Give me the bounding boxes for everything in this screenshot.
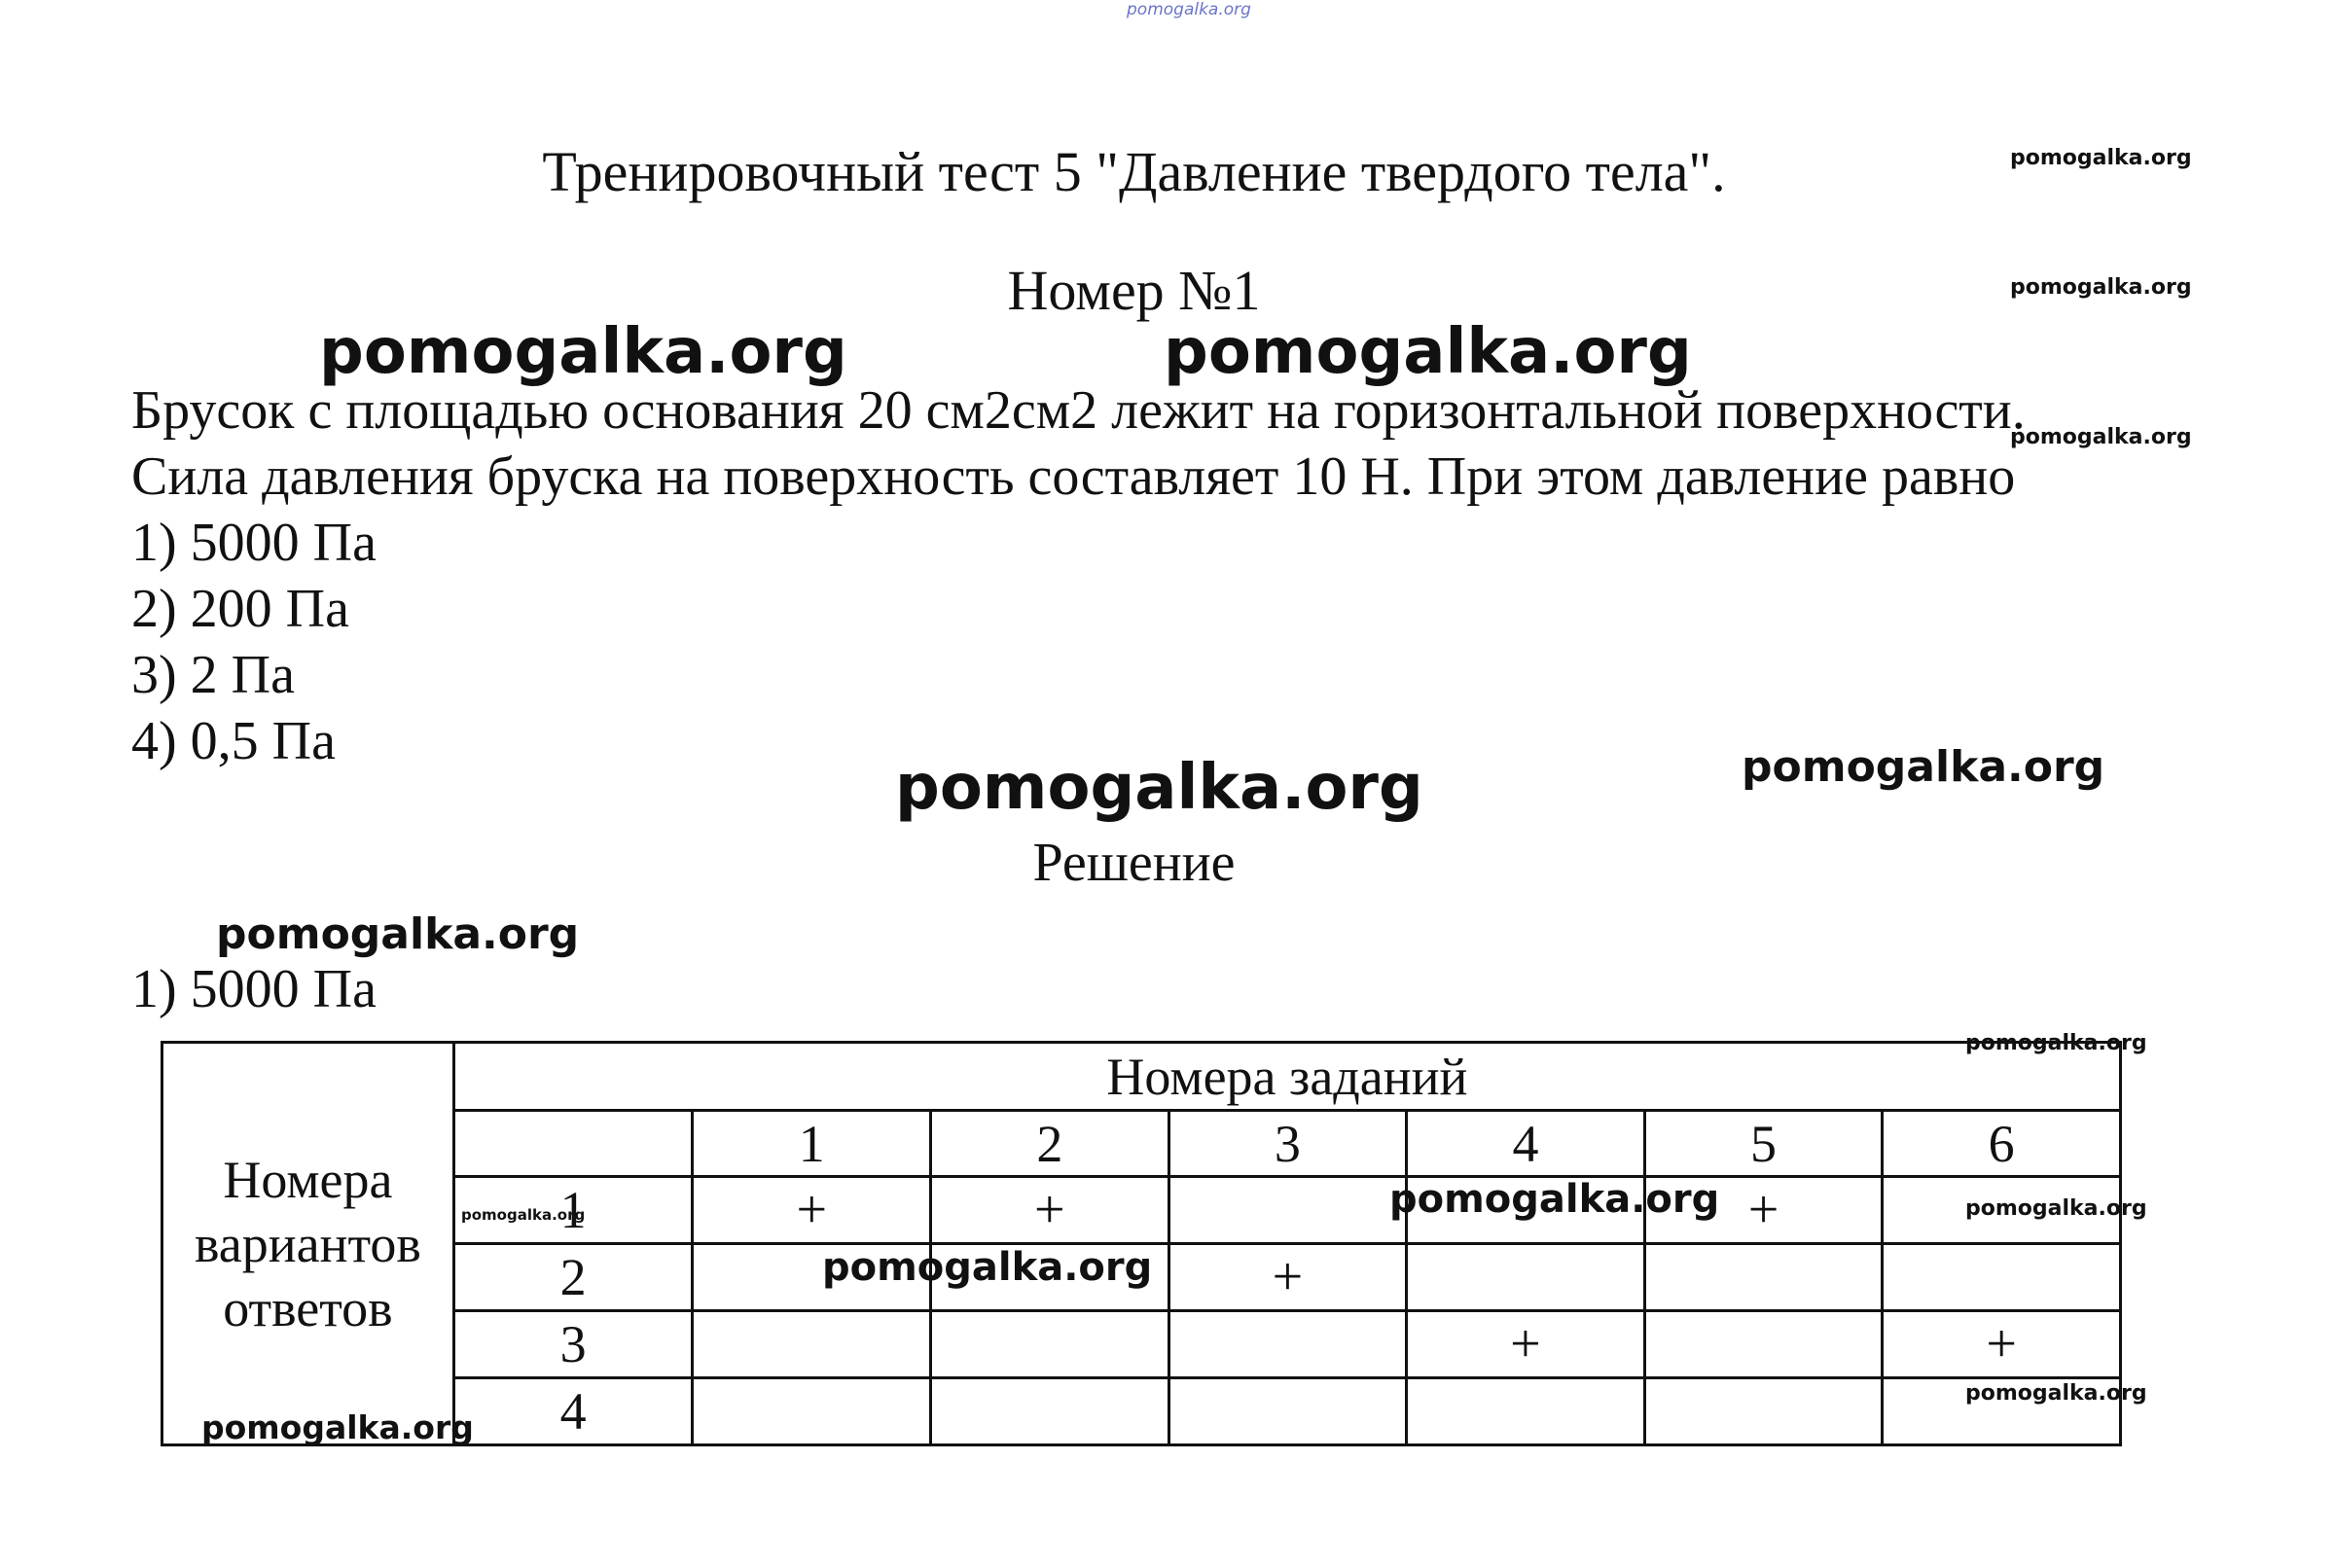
- answer-cell: [1644, 1311, 1883, 1378]
- tasks-header-cell: Номера заданий: [453, 1043, 2120, 1111]
- watermark: pomogalka.org: [461, 1206, 586, 1224]
- watermark: pomogalka.org: [1742, 742, 2105, 792]
- variant-number-cell: 4: [453, 1378, 693, 1445]
- answer-cell: [931, 1378, 1169, 1445]
- answer-cell: +: [1883, 1311, 2121, 1378]
- watermark: pomogalka.org: [895, 752, 1423, 824]
- answer-cell: +: [1407, 1311, 1645, 1378]
- option-2: 2) 200 Па: [131, 579, 349, 639]
- answer-table: [161, 1041, 2122, 1446]
- watermark: pomogalka.org: [1965, 1031, 2147, 1055]
- problem-number: Номер №1: [1007, 259, 1261, 322]
- watermark: pomogalka.org: [2010, 425, 2192, 449]
- variant-number-cell: 1: [453, 1177, 693, 1244]
- watermark: pomogalka.org: [2010, 275, 2192, 300]
- variants-header-line: Номера: [223, 1150, 393, 1209]
- problem-line-2: Сила давления бруска на поверхность составляет 10 Н. При этом давление равно: [131, 446, 2016, 507]
- answer-cell: [1168, 1311, 1407, 1378]
- variant-number-cell: 3: [453, 1311, 693, 1378]
- task-number-cell: 4: [1407, 1111, 1645, 1177]
- task-number-cell: 5: [1644, 1111, 1883, 1177]
- corner-cell: [453, 1111, 693, 1177]
- watermark: pomogalka.org: [2010, 146, 2192, 170]
- variants-header-line: ответов: [223, 1278, 393, 1337]
- watermark: pomogalka.org: [1164, 316, 1692, 388]
- watermark: pomogalka.org: [319, 316, 847, 388]
- answer-cell: [693, 1311, 931, 1378]
- solution-heading: Решение: [1032, 833, 1236, 893]
- answer-cell: [1407, 1378, 1645, 1445]
- watermark: pomogalka.org: [822, 1245, 1153, 1290]
- answer-cell: [1168, 1177, 1407, 1244]
- watermark: pomogalka.org: [1965, 1381, 2147, 1406]
- answer-cell: [1168, 1378, 1407, 1445]
- answer-cell: [931, 1311, 1169, 1378]
- answer-cell: [1883, 1244, 2121, 1311]
- answer-cell: +: [931, 1177, 1169, 1244]
- option-4: 4) 0,5 Па: [131, 711, 336, 771]
- top-watermark: pomogalka.org: [1127, 0, 1251, 19]
- task-number-cell: 1: [693, 1111, 931, 1177]
- watermark: pomogalka.org: [1389, 1177, 1720, 1222]
- answer-cell: +: [1168, 1244, 1407, 1311]
- answer-cell: [693, 1378, 931, 1445]
- task-number-cell: 3: [1168, 1111, 1407, 1177]
- answer-cell: +: [693, 1177, 931, 1244]
- watermark: pomogalka.org: [201, 1408, 474, 1446]
- answer-cell: [1407, 1244, 1645, 1311]
- watermark: pomogalka.org: [1965, 1196, 2147, 1221]
- variant-number-cell: 2: [453, 1244, 693, 1311]
- variants-header-cell: [162, 1043, 454, 1445]
- watermark: pomogalka.org: [216, 909, 580, 959]
- option-1: 1) 5000 Па: [131, 513, 377, 573]
- answer: 1) 5000 Па: [131, 959, 377, 1019]
- answer-cell: +: [1644, 1177, 1883, 1244]
- task-number-cell: 2: [931, 1111, 1169, 1177]
- problem-line-1: Брусок с площадью основания 20 см2см2 лежит на горизонтальной поверхности.: [131, 380, 2026, 441]
- answer-cell: [1644, 1244, 1883, 1311]
- test-title: Тренировочный тест 5 "Давление твердого тела".: [542, 140, 1726, 203]
- variants-header-line: вариантов: [194, 1214, 421, 1273]
- option-3: 3) 2 Па: [131, 645, 295, 705]
- answer-cell: [1644, 1378, 1883, 1445]
- task-number-cell: 6: [1883, 1111, 2121, 1177]
